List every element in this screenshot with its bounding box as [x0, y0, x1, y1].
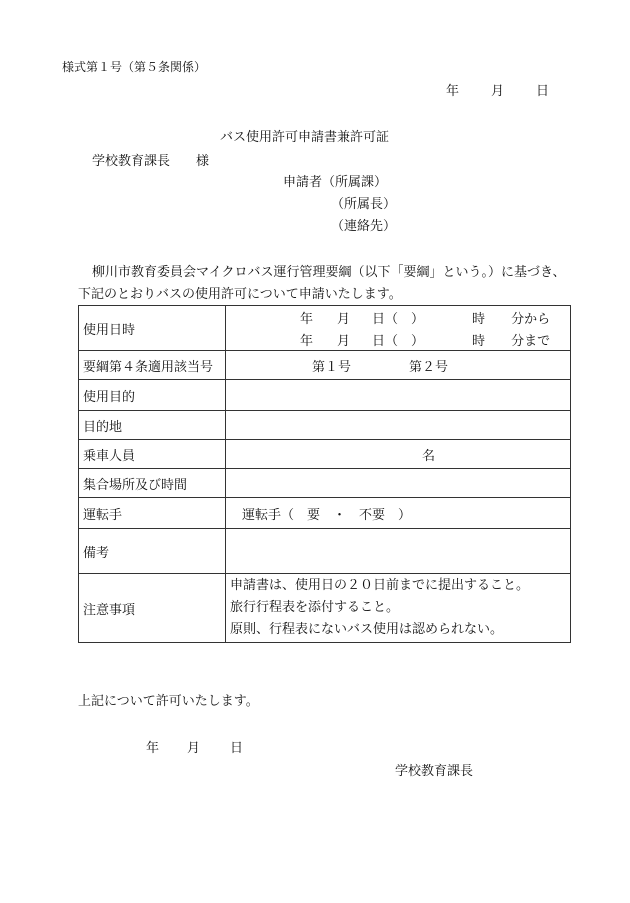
table-row [79, 574, 571, 643]
driver-field[interactable] [226, 498, 571, 529]
application-table [78, 305, 571, 643]
meeting-label: 集合場所及び時間 [79, 469, 226, 498]
addressee-honorific: 様 [196, 154, 210, 169]
day-label: 日 [536, 84, 550, 99]
passengers-label: 乗車人員 [79, 440, 226, 469]
note-line: 旅行行程表を添付すること。 [230, 600, 400, 615]
purpose-label: 使用目的 [79, 380, 226, 411]
month-label: 月 [491, 84, 505, 99]
note-line: 申請書は、使用日の２０日前までに提出すること。 [230, 578, 530, 593]
table-row [79, 440, 571, 469]
table-row [79, 469, 571, 498]
usage-datetime-label: 使用日時 [79, 306, 226, 351]
table-row [79, 351, 571, 380]
applicant-contact: （連絡先） [331, 219, 397, 234]
remarks-label: 備考 [79, 529, 226, 574]
note-line: 原則、行程表にないバス使用は認められない。 [230, 622, 504, 637]
application-date [446, 80, 549, 99]
table-row [79, 529, 571, 574]
permit-date [146, 737, 243, 756]
option-item-1[interactable]: 第１号 [312, 359, 352, 375]
document-title: バス使用許可申請書兼許可証 [220, 130, 390, 145]
applicant-department: 申請者（所属課） [283, 175, 388, 190]
intro-text: 柳川市教育委員会マイクロバス運行管理要綱（以下「要綱」という。）に基づき、下記のとおりバスの使用許可について申請いたします。 [78, 265, 566, 302]
form-number: 様式第１号（第５条関係） [62, 60, 207, 74]
passengers-unit: 名 [422, 448, 436, 464]
applicable-item-field[interactable] [226, 351, 571, 380]
passengers-field[interactable] [226, 440, 571, 469]
destination-field[interactable] [226, 411, 571, 440]
meeting-field[interactable] [226, 469, 571, 498]
applicable-item-label: 要綱第４条適用該当号 [79, 351, 226, 380]
table-row [79, 411, 571, 440]
addressee [92, 150, 209, 169]
addressee-name: 学校教育課長 [92, 154, 171, 169]
table-row [79, 380, 571, 411]
until-label: 分まで [511, 333, 551, 349]
permit-text: 上記について許可いたします。 [78, 694, 259, 709]
destination-label: 目的地 [79, 411, 226, 440]
purpose-field[interactable] [226, 380, 571, 411]
applicant-head: （所属長） [331, 197, 397, 212]
notes-label: 注意事項 [79, 574, 226, 643]
table-row [79, 498, 571, 529]
option-item-2[interactable]: 第２号 [409, 359, 449, 375]
year-label: 年 [146, 741, 160, 756]
notes-content [226, 574, 571, 643]
usage-datetime-field[interactable]: 年 月 日（ ） 時 分から 年 月 日（ ） 時 分まで [226, 306, 571, 351]
driver-choice[interactable]: 運転手（ 要 ・ 不要 ） [242, 507, 412, 523]
table-row [79, 306, 571, 351]
driver-label: 運転手 [79, 498, 226, 529]
from-label: 分から [511, 311, 551, 327]
remarks-field[interactable] [226, 529, 571, 574]
year-label: 年 [446, 84, 460, 99]
signer-title: 学校教育課長 [395, 764, 474, 779]
applicant-block [283, 172, 396, 238]
month-label: 月 [187, 741, 201, 756]
day-label: 日 [230, 741, 244, 756]
